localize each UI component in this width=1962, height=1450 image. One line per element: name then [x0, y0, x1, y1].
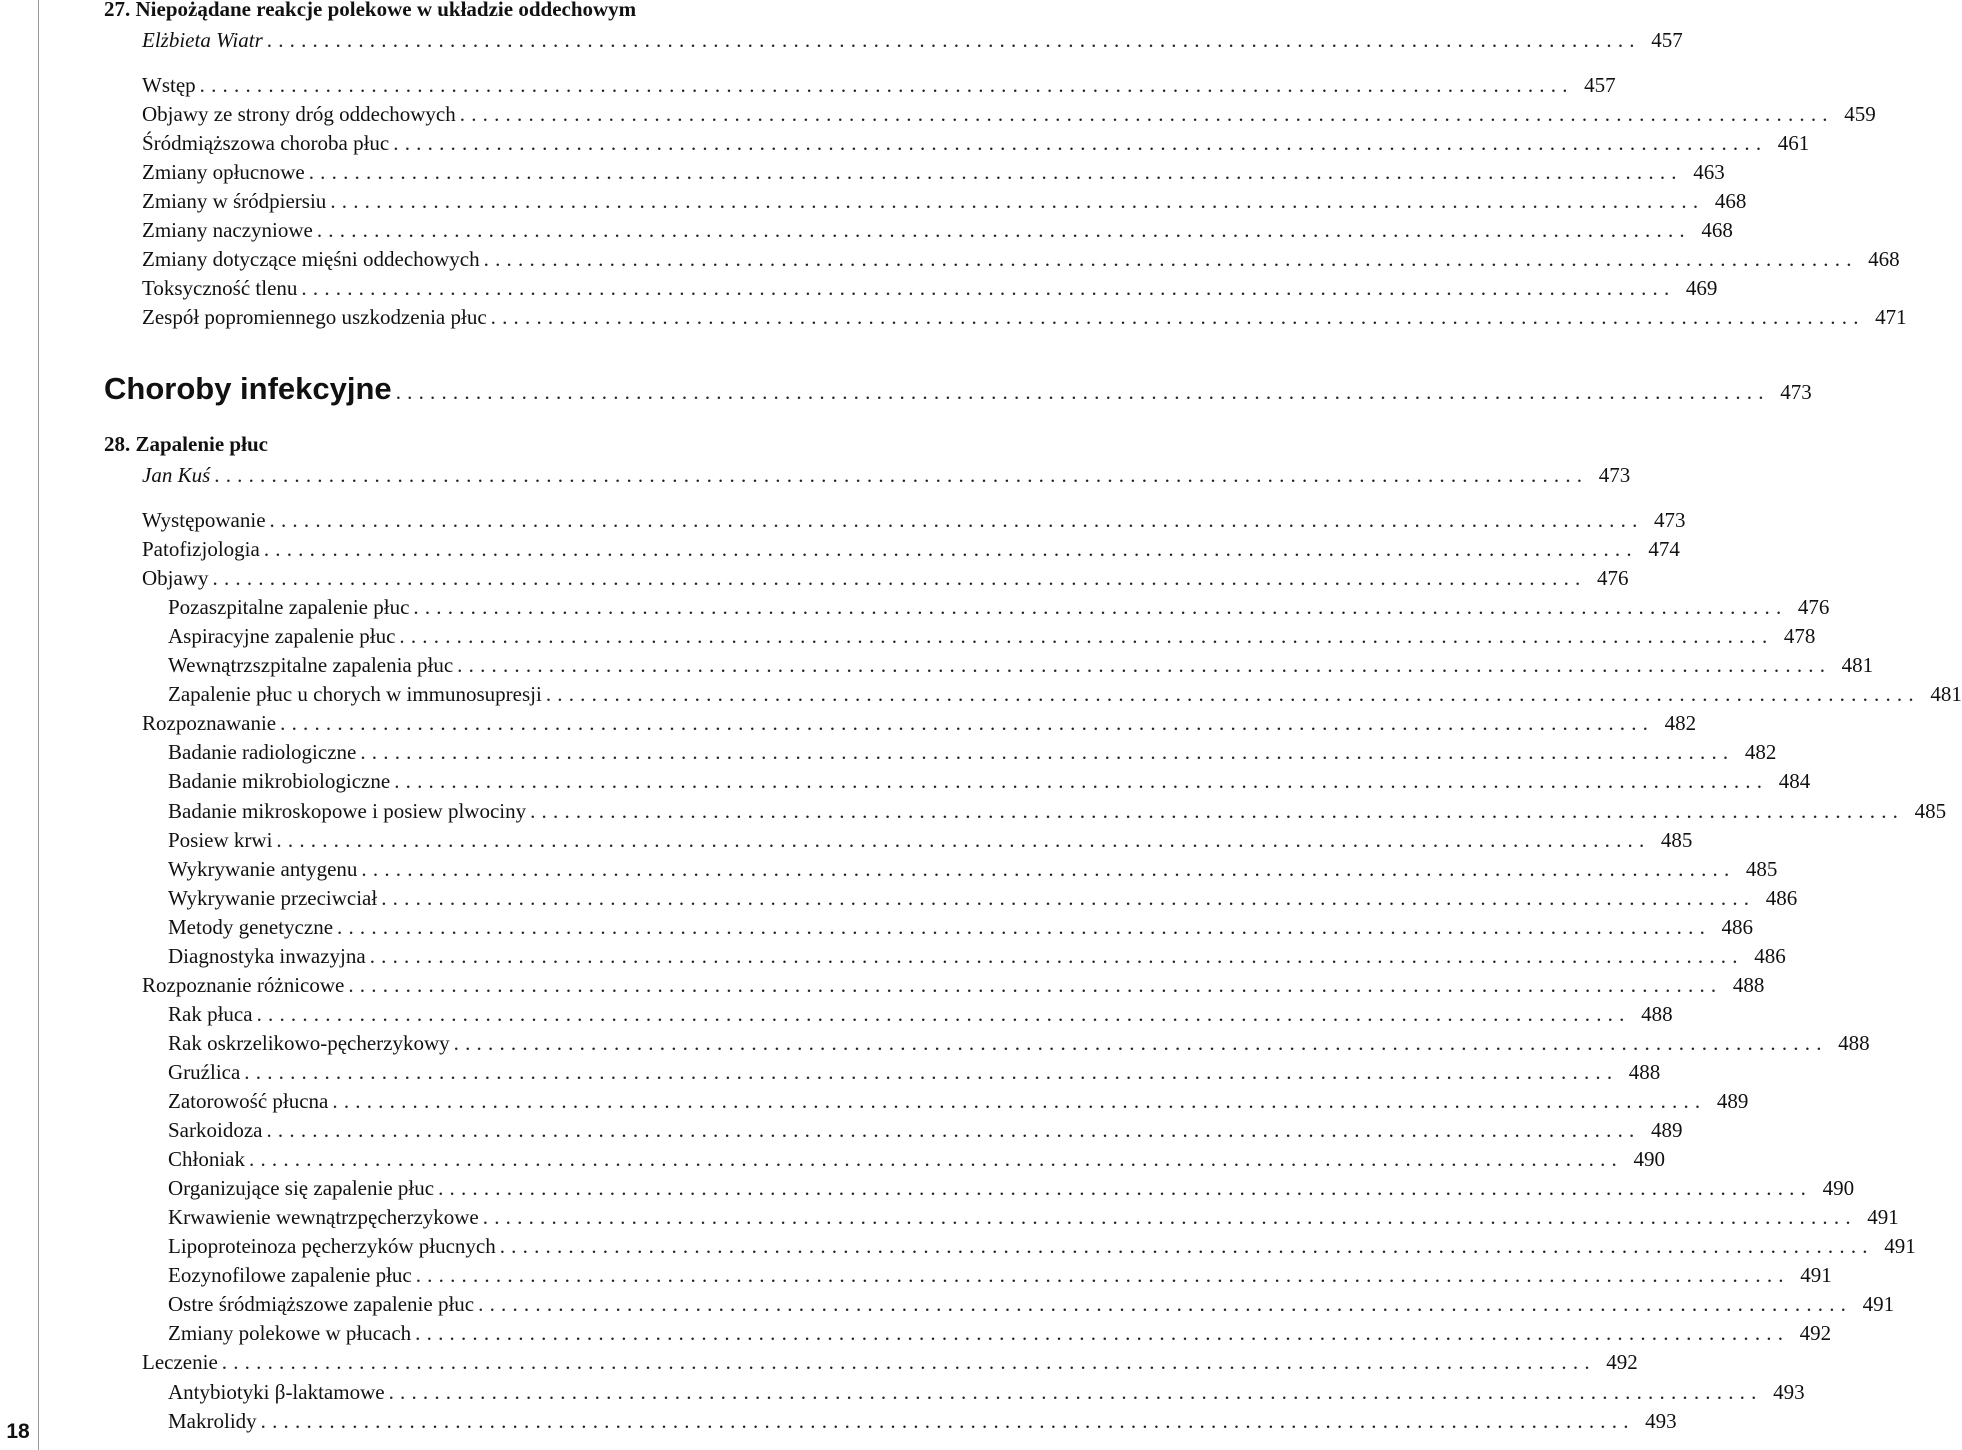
toc-entry[interactable] [168, 1029, 1870, 1058]
toc-entry-label: Śródmiąższowa choroba płuc [142, 131, 390, 155]
page-ref: 463 [1693, 160, 1725, 184]
toc-entry-label: Zmiany polekowe w płucach [168, 1321, 412, 1346]
toc-entry[interactable] [142, 971, 1765, 1000]
toc-entry-label: Wykrywanie antygenu [168, 856, 358, 881]
page-ref: 486 [1754, 943, 1786, 968]
toc-entry[interactable] [168, 1232, 1916, 1261]
toc-entry-label: Aspiracyjne zapalenie płuc [168, 624, 396, 649]
leader-dots: ........................................................................................................................ [499, 1234, 1874, 1259]
leader-dots: ........................................................................................................................ [483, 247, 1858, 271]
leader-dots: ........................................................................................................................ [332, 1089, 1707, 1113]
toc-entry-label: Rozpoznawanie [142, 711, 277, 736]
page-ref: 491 [1867, 1205, 1899, 1230]
toc-entry-label: Gruźlica [168, 1059, 241, 1084]
page-number: 18 [6, 1420, 30, 1443]
toc-entry-label: Chłoniak [168, 1147, 245, 1172]
toc-entry-label: Pozaszpitalne zapalenie płuc [168, 595, 410, 620]
page-ref: 489 [1716, 1089, 1749, 1113]
toc-entry-label: Objawy ze strony dróg oddechowych [142, 102, 456, 126]
toc-entry-label: Posiew krwi [168, 827, 273, 852]
leader-dots: ........................................................................................................................ [263, 537, 1638, 562]
page-ref: 492 [1799, 1321, 1832, 1346]
leader-dots: ........................................................................................................................ [301, 276, 1676, 300]
toc-entry-label: Występowanie [142, 508, 266, 532]
toc-entry[interactable] [142, 187, 1747, 216]
leader-dots: ........................................................................................................................ [244, 1059, 1619, 1084]
page-ref: 484 [1778, 769, 1811, 794]
leader-dots: ........................................................................................................................ [394, 769, 1769, 794]
page-ref: 459 [1844, 102, 1876, 126]
toc-entry-label: Badanie radiologiczne [168, 740, 357, 765]
page-ref: 488 [1641, 1001, 1673, 1026]
chapter-author: Elżbieta Wiatr [142, 28, 263, 52]
leader-dots: ........................................................................................................................ [482, 1205, 1857, 1230]
toc-entry[interactable] [142, 158, 1725, 187]
leader-dots: ........................................................................................................................ [212, 566, 1587, 591]
leader-dots: ........................................................................................................................ [413, 595, 1788, 620]
chapter-title: 27. Niepożądane reakcje polekowe w układzie oddechowym [104, 0, 637, 21]
page-ref: 488 [1628, 1059, 1661, 1084]
leader-dots: ........................................................................................................................ [221, 1350, 1596, 1375]
section-heading: Choroby infekcyjne [104, 371, 392, 406]
page-ref: 491 [1800, 1263, 1832, 1288]
toc-entry-label: Badanie mikrobiologiczne [168, 769, 391, 794]
leader-dots: ........................................................................................................................ [260, 1408, 1635, 1433]
page-ref: 473 [1654, 508, 1686, 532]
toc-entry[interactable] [142, 1348, 1638, 1377]
toc-entry[interactable] [168, 1058, 1661, 1087]
leader-dots: ........................................................................................................................ [393, 131, 1768, 155]
toc-entry-label: Badanie mikroskopowe i posiew plwociny [168, 798, 527, 823]
page-ref: 481 [1930, 682, 1962, 707]
leader-dots: ........................................................................................................................ [256, 1001, 1631, 1026]
page-ref: 478 [1783, 624, 1816, 649]
leader-dots: ........................................................................................................................ [381, 885, 1756, 910]
toc-entry-label: Diagnostyka inwazyjna [168, 943, 366, 968]
page-ref: 461 [1777, 131, 1810, 155]
toc-entry[interactable] [168, 826, 1693, 855]
leader-dots: ........................................................................................................................ [478, 1292, 1853, 1317]
toc-entry-label: Zmiany dotyczące mięśni oddechowych [142, 247, 480, 271]
toc-entry[interactable] [168, 1407, 1677, 1436]
page-ref: 485 [1914, 798, 1947, 823]
toc-entry-label: Zespół popromiennego uszkodzenia płuc [142, 305, 487, 329]
toc-entry[interactable] [168, 1116, 1683, 1145]
toc-entry[interactable] [168, 767, 1811, 796]
toc-entry-label: Lipoproteinoza pęcherzyków płucnych [168, 1234, 496, 1259]
page-ref: 490 [1822, 1176, 1855, 1201]
toc-entry-label: Toksyczność tlenu [142, 276, 298, 300]
leader-dots: ........................................................................................................................ [199, 73, 1574, 97]
page-ref: 493 [1773, 1379, 1805, 1404]
toc-entry-label: Zatorowość płucna [168, 1089, 329, 1113]
page-ref: 474 [1648, 537, 1680, 562]
leader-dots: ........................................................................................................................ [214, 463, 1589, 487]
leader-dots: ........................................................................................................................ [337, 914, 1712, 939]
toc-entry-label: Rak oskrzelikowo-pęcherzykowy [168, 1030, 450, 1055]
leader-dots: ........................................................................................................................ [316, 218, 1691, 242]
page-ref: 457 [1651, 28, 1683, 52]
leader-dots: ........................................................................................................................ [415, 1321, 1790, 1346]
page-ref: 468 [1868, 247, 1900, 271]
toc-entry[interactable] [142, 71, 1616, 100]
page-ref: 489 [1650, 1118, 1683, 1143]
page-ref: 473 [1780, 380, 1812, 404]
chapter-author: Jan Kuś [142, 463, 211, 487]
leader-dots: ........................................................................................................................ [530, 798, 1905, 823]
leader-dots: ........................................................................................................................ [438, 1176, 1813, 1201]
toc-entry-label: Organizujące się zapalenie płuc [168, 1176, 435, 1201]
page-ref: 457 [1584, 73, 1616, 97]
page-ref: 491 [1862, 1292, 1895, 1317]
toc-entry[interactable] [168, 1000, 1673, 1029]
toc-entry[interactable] [168, 1203, 1899, 1232]
toc-entry-label: Ostre śródmiąższowe zapalenie płuc [168, 1292, 475, 1317]
page-ref: 488 [1838, 1030, 1870, 1055]
leader-dots: ........................................................................................................................ [459, 102, 1834, 126]
page-ref: 476 [1797, 595, 1830, 620]
page-ref: 490 [1633, 1147, 1665, 1172]
toc-entry-label: Zapalenie płuc u chorych w immunosupresji [168, 682, 542, 707]
leader-dots: ........................................................................................................................ [545, 682, 1920, 707]
toc-entry-label: Zmiany naczyniowe [142, 218, 313, 242]
leader-dots: ........................................................................................................................ [330, 189, 1705, 213]
toc-entry[interactable] [142, 274, 1718, 303]
page-ref: 482 [1744, 740, 1777, 765]
toc-entry-label: Objawy [142, 566, 209, 591]
page-ref: 488 [1732, 972, 1765, 997]
toc-entry[interactable] [142, 100, 1876, 129]
toc-entry-label: Patofizjologia [142, 537, 260, 562]
toc-entry[interactable] [168, 942, 1786, 971]
toc-entry[interactable] [142, 535, 1680, 564]
leader-dots: ........................................................................................................................ [266, 28, 1641, 52]
leader-dots: ........................................................................................................................ [399, 624, 1774, 649]
toc-entry[interactable] [142, 245, 1900, 274]
page-ref: 486 [1721, 914, 1754, 939]
page-ref: 482 [1664, 711, 1697, 736]
leader-dots: ........................................................................................................................ [308, 160, 1683, 184]
toc-entry[interactable] [142, 564, 1629, 593]
page-ref: 473 [1598, 463, 1631, 487]
toc-entry-label: Zmiany opłucnowe [142, 160, 305, 184]
leader-dots: ........................................................................................................................ [360, 740, 1735, 765]
leader-dots: ........................................................................................................................ [269, 508, 1644, 532]
toc-entry-label: Sarkoidoza [168, 1118, 263, 1143]
toc-entry[interactable] [168, 593, 1830, 622]
page-ref: 468 [1701, 218, 1733, 242]
toc-entry[interactable] [168, 1087, 1749, 1116]
toc-entry-label: Eozynofilowe zapalenie płuc [168, 1263, 412, 1288]
toc-entry-label: Wstęp [142, 73, 196, 97]
toc-entry-label: Rozpoznanie różnicowe [142, 972, 345, 997]
toc-entry[interactable] [168, 884, 1798, 913]
leader-dots: ........................................................................................................................ [457, 653, 1832, 678]
page-ref: 481 [1841, 653, 1874, 678]
chapter-author-row[interactable] [142, 461, 1631, 490]
toc-entry-label: Rak płuca [168, 1001, 253, 1026]
toc-entry-label: Metody genetyczne [168, 914, 334, 939]
toc-entry-label: Leczenie [142, 1350, 218, 1375]
toc-entry[interactable] [142, 129, 1810, 158]
toc-entry-label: Wykrywanie przeciwciał [168, 885, 378, 910]
leader-dots: ........................................................................................................................ [490, 305, 1865, 329]
page-ref: 468 [1714, 189, 1747, 213]
toc-entry[interactable] [168, 1261, 1832, 1290]
toc-entry[interactable] [168, 680, 1962, 709]
leader-dots: ........................................................................................................................ [280, 711, 1655, 736]
toc-entry[interactable] [168, 622, 1816, 651]
page-ref: 486 [1765, 885, 1798, 910]
leader-dots: ........................................................................................................................ [415, 1263, 1790, 1288]
toc-entry[interactable] [168, 1290, 1895, 1319]
leader-dots: ........................................................................................................................ [361, 856, 1736, 881]
toc-entry[interactable] [168, 797, 1947, 826]
leader-dots: ........................................................................................................................ [276, 827, 1651, 852]
leader-dots: ........................................................................................................................ [453, 1030, 1828, 1055]
toc-entry[interactable] [142, 506, 1686, 535]
page-ref: 492 [1606, 1350, 1638, 1375]
toc-entry[interactable] [142, 303, 1907, 332]
page-ref: 491 [1884, 1234, 1916, 1259]
chapter-author-row[interactable] [142, 26, 1683, 55]
toc-entry-label: Antybiotyki β-laktamowe [168, 1379, 385, 1404]
chapter-title: 28. Zapalenie płuc [104, 432, 268, 456]
leader-dots: ........................................................................................................................ [388, 1379, 1763, 1404]
toc-entry[interactable] [168, 1145, 1665, 1174]
leader-dots: ........................................................................................................................ [348, 972, 1723, 997]
toc-entry[interactable] [168, 738, 1777, 767]
page-ref: 485 [1660, 827, 1693, 852]
page-ref: 476 [1597, 566, 1629, 591]
toc-entry[interactable] [168, 1378, 1805, 1407]
toc-entry-label: Krwawienie wewnątrzpęcherzykowe [168, 1205, 479, 1230]
leader-dots: ........................................................................................................................ [266, 1118, 1641, 1143]
page-ref: 471 [1875, 305, 1907, 329]
toc-entry[interactable] [142, 216, 1733, 245]
toc-entry[interactable] [168, 913, 1754, 942]
leader-dots: ........................................................................................................................ [369, 943, 1744, 968]
toc-entry-label: Wewnątrzszpitalne zapalenia płuc [168, 653, 454, 678]
toc-entry-label: Makrolidy [168, 1408, 257, 1433]
page-ref: 485 [1745, 856, 1778, 881]
toc-entry[interactable] [168, 1319, 1832, 1348]
toc-entry[interactable] [168, 651, 1874, 680]
page-margin-bar [0, 0, 39, 1450]
toc-entry[interactable] [168, 855, 1778, 884]
page-ref: 493 [1645, 1408, 1677, 1433]
page-ref: 469 [1685, 276, 1718, 300]
leader-dots: ........................................................................................................................ [395, 380, 1770, 404]
leader-dots: ........................................................................................................................ [249, 1147, 1623, 1172]
toc-entry[interactable] [142, 709, 1697, 738]
toc-entry-label: Zmiany w śródpiersiu [142, 189, 327, 213]
toc-entry[interactable] [168, 1174, 1855, 1203]
section-heading-row[interactable] [104, 367, 1812, 411]
